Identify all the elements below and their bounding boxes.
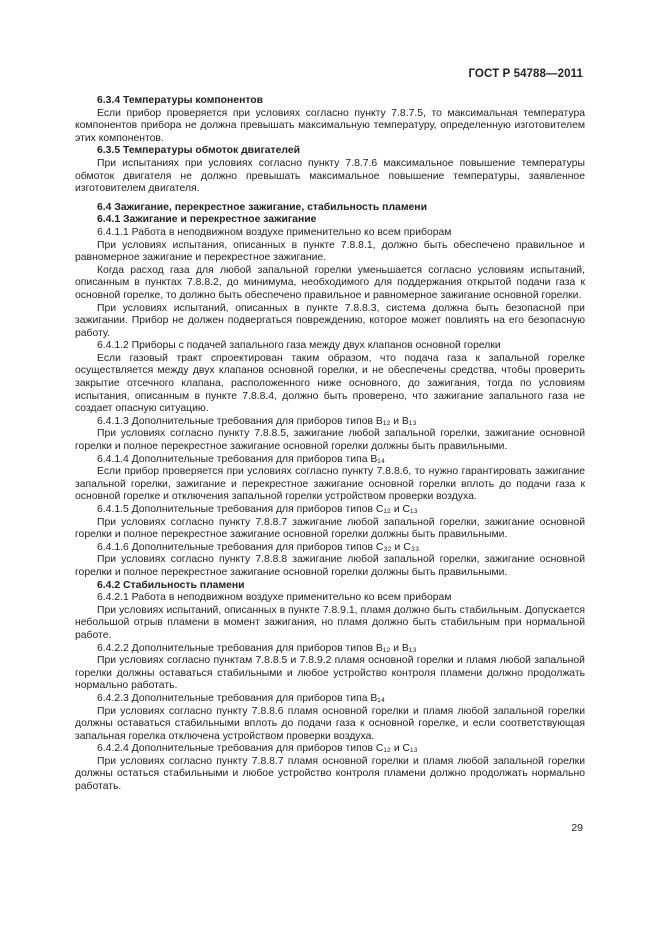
- paragraph: При условиях согласно пункту 7.8.8.7 зажигание любой запальной горелки, зажигание основной горелки и полное перекрестное зажигание основной горелки должны быть правильными.: [75, 516, 585, 541]
- paragraph: Если прибор проверяется при условиях согласно пункту 7.8.7.5, то максимальная температура компонентов прибора не должна превышать максимальную температуру, определенную изготовителем этих компонентов.: [75, 107, 585, 144]
- clause-heading: 6.4.2.1 Работа в неподвижном воздухе применительно ко всем приборам: [97, 592, 452, 604]
- paragraph: При условиях согласно пункту 7.8.8.7 пламя основной горелки и пламя любой запальной горелки должны остаться стабильными и любое устройство контроля пламени должно продолжать нормально работать.: [75, 755, 585, 793]
- paragraph: При испытаниях при условиях согласно пункту 7.8.7.6 максимальное повышение температуры обмоток двигателя не должно превышать максимальное повышение температуры, заявленное изготовителем двигателя.: [75, 157, 585, 195]
- clause-heading: 6.4.2.3 Дополнительные требования для приборов типа B₁₄: [97, 692, 386, 704]
- clause-heading: 6.4.1.3 Дополнительные требования для приборов типов B₁₂ и B₁₃: [97, 415, 417, 427]
- paragraph: Когда расход газа для любой запальной горелки уменьшается согласно условиям испытаний, описанным в пунктах 7.8.8.2, до минимума, необходимого для поддержания открытой подачи газа к основной горелке, то должно быть обеспечено правильное и равномерное зажигание основной горелки.: [75, 264, 585, 301]
- paragraph: При условиях испытаний, описанных в пункте 7.8.8.3, система должна быть безопасной при зажигании. Прибор не должен подвергаться повреждению, которое может повлиять на его безопасную работу.: [75, 302, 585, 339]
- clause-heading: 6.4.1.5 Дополнительные требования для приборов типов C₁₂ и C₁₃: [97, 504, 418, 515]
- paragraph: При условиях испытаний, описанных в пункте 7.8.9.1, пламя должно быть стабильным. Допускается небольшой отрыв пламени в момент зажигания, но пламя должно быть стабильным при нормальной работе.: [75, 604, 585, 641]
- section-heading: 6.4.2 Стабильность пламени: [97, 579, 245, 591]
- clause-heading: 6.4.1.1 Работа в неподвижном воздухе применительно ко всем приборам: [97, 226, 452, 238]
- section-heading: 6.4 Зажигание, перекрестное зажигание, стабильность пламени: [97, 201, 427, 213]
- paragraph: Если газовый тракт спроектирован таким образом, что подача газа к запальной горелке осуществляется между двух клапанов основной горелки, и не обеспечены средства, чтобы проверить закрытие отсечного клапана, расположенного ниже основного, до зажигания, тогда по условиям испытания, описанным в пункте 7.8.8.4, должно быть проверено, что зажигание запального газа не создает опасную ситуацию.: [75, 352, 585, 415]
- section-heading: 6.3.5 Температуры обмоток двигателей: [97, 145, 301, 157]
- paragraph: При условиях согласно пункту 7.8.8.5, зажигание любой запальной горелки, зажигание основной горелки и полное перекрестное зажигание основной горелки должны быть правильными.: [75, 428, 585, 453]
- clause-heading: 6.4.1.6 Дополнительные требования для приборов типов C₃₂ и C₃₃: [97, 541, 420, 553]
- section-heading: 6.3.4 Температуры компонентов: [97, 95, 264, 106]
- clause-heading: 6.4.2.4 Дополнительные требования для приборов типов C₁₂ и C₁₃: [97, 743, 418, 755]
- paragraph: При условиях согласно пунктам 7.8.8.5 и 7.8.9.2 пламя основной горелки и пламя любой запальной горелки должны оставаться стабильными и любое устройство контроля пламени должно продолжать нормально работать.: [75, 655, 585, 692]
- paragraph: При условиях согласно пункту 7.8.8.6 пламя основной горелки и пламя любой запальной горелки должны оставаться стабильными вплоть до подачи газа к основной горелке, и если соответствующая запальная горелка отключена устройством проверки воздуха.: [75, 705, 585, 742]
- paragraph: При условиях испытания, описанных в пункте 7.8.8.1, должно быть обеспечено правильное и равномерное зажигание и перекрестное зажигание.: [75, 239, 585, 264]
- document-id-header: ГОСТ Р 54788—2011: [468, 68, 583, 80]
- paragraph: Если прибор проверяется при условиях согласно пункту 7.8.8.6, то нужно гарантировать зажигание запальной горелки, зажигание и перекрестное зажигание основной горелки вплоть до подачи газа к основной горелке и отключения запальной горелки устройством проверки воздуха.: [75, 466, 585, 503]
- clause-heading: 6.4.1.4 Дополнительные требования для приборов типа B₁₄: [97, 453, 386, 465]
- page-number: 29: [571, 822, 583, 834]
- section-heading: 6.4.1 Зажигание и перекрестное зажигание: [97, 214, 317, 226]
- paragraph: При условиях согласно пункту 7.8.8.8 зажигание любой запальной горелки, зажигание основной горелки и полное перекрестное зажигание основной горелки должны быть правильными.: [75, 554, 585, 578]
- clause-heading: 6.4.2.2 Дополнительные требования для приборов типов B₁₂ и B₁₃: [97, 642, 417, 654]
- document-body: [75, 95, 585, 794]
- clause-heading: 6.4.1.2 Приборы с подачей запального газа между двух клапанов основной горелки: [97, 340, 501, 352]
